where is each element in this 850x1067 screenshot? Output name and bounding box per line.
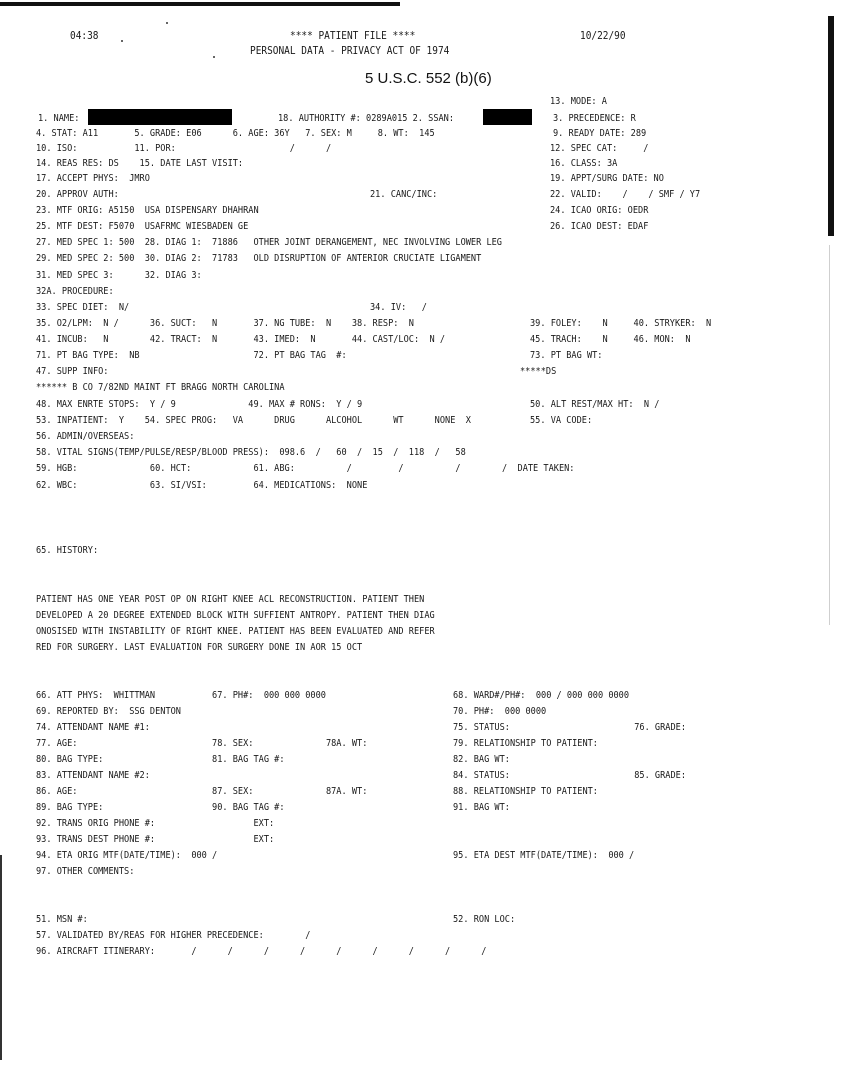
form-field-line: 4. STAT: A11 5. GRADE: E06 6. AGE: 36Y 7. SEX: M 8. WT: 145 bbox=[36, 128, 435, 139]
form-field-line: 82. BAG WT: bbox=[453, 754, 510, 765]
form-field-line: 14. REAS RES: DS 15. DATE LAST VISIT: bbox=[36, 158, 244, 169]
form-field-line: 88. RELATIONSHIP TO PATIENT: bbox=[453, 786, 598, 797]
form-field-line: 19. APPT/SURG DATE: NO bbox=[550, 173, 664, 184]
form-field-line: 95. ETA DEST MTF(DATE/TIME): 000 / bbox=[453, 850, 635, 861]
form-field-line: 89. BAG TYPE: 90. BAG TAG #: bbox=[36, 802, 285, 813]
form-field-line: 68. WARD#/PH#: 000 / 000 000 0000 bbox=[453, 690, 630, 701]
form-field-line: 94. ETA ORIG MTF(DATE/TIME): 000 / bbox=[36, 850, 218, 861]
scan-right-edge bbox=[828, 16, 834, 236]
form-field-line: 26. ICAO DEST: EDAF bbox=[550, 221, 649, 232]
form-field-line: 66. ATT PHYS: WHITTMAN 67. PH#: 000 000 0000 bbox=[36, 690, 326, 701]
form-field-line: 1. NAME: bbox=[38, 113, 80, 124]
foia-exemption-stamp: 5 U.S.C. 552 (b)(6) bbox=[365, 70, 492, 87]
form-field-line: 91. BAG WT: bbox=[453, 802, 510, 813]
form-field-line: 50. ALT REST/MAX HT: N / bbox=[530, 399, 660, 410]
header-time: 04:38 bbox=[70, 29, 99, 42]
form-field-line: ****** B CO 7/82ND MAINT FT BRAGG NORTH CAROLINA bbox=[36, 382, 285, 393]
form-field-line: 53. INPATIENT: Y 54. SPEC PROG: VA DRUG ALCOHOL WT NONE X bbox=[36, 415, 471, 426]
form-field-line: 65. HISTORY: bbox=[36, 545, 99, 556]
form-field-line: 56. ADMIN/OVERSEAS: bbox=[36, 431, 135, 442]
redaction-name bbox=[88, 109, 232, 125]
form-field-line: 17. ACCEPT PHYS: JMRO bbox=[36, 173, 150, 184]
form-field-line: 18. AUTHORITY #: 0289A015 2. SSAN: bbox=[278, 113, 455, 124]
form-field-line: 58. VITAL SIGNS(TEMP/PULSE/RESP/BLOOD PRESS): 098.6 / 60 / 15 / 118 / 58 bbox=[36, 447, 466, 458]
form-field-line: 33. SPEC DIET: N/ bbox=[36, 302, 130, 313]
form-field-line: 79. RELATIONSHIP TO PATIENT: bbox=[453, 738, 598, 749]
form-field-line: 25. MTF DEST: F5070 USAFRMC WIESBADEN GE bbox=[36, 221, 249, 232]
scan-speck bbox=[213, 56, 215, 58]
form-field-line: RED FOR SURGERY. LAST EVALUATION FOR SURGERY DONE IN AOR 15 OCT bbox=[36, 642, 363, 653]
scan-top-edge bbox=[0, 2, 400, 6]
form-field-line: 84. STATUS: 85. GRADE: bbox=[453, 770, 687, 781]
form-field-line: 16. CLASS: 3A bbox=[550, 158, 618, 169]
form-field-line: 22. VALID: / / SMF / Y7 bbox=[550, 189, 701, 200]
form-field-line: 93. TRANS DEST PHONE #: EXT: bbox=[36, 834, 275, 845]
scan-speck bbox=[166, 22, 168, 24]
form-field-line: 13. MODE: A bbox=[550, 96, 607, 107]
redaction-ssan bbox=[483, 109, 532, 125]
form-field-line: 86. AGE: 87. SEX: 87A. WT: bbox=[36, 786, 368, 797]
form-field-line: 27. MED SPEC 1: 500 28. DIAG 1: 71886 OTHER JOINT DERANGEMENT, NEC INVOLVING LOWER LEG bbox=[36, 237, 502, 248]
form-field-line: 97. OTHER COMMENTS: bbox=[36, 866, 135, 877]
scan-speck bbox=[121, 40, 123, 42]
form-field-line: 96. AIRCRAFT ITINERARY: / / / / / / / / / bbox=[36, 946, 487, 957]
form-field-line: 35. O2/LPM: N / 36. SUCT: N 37. NG TUBE: N 38. RESP: N bbox=[36, 318, 414, 329]
patient-file-title: **** PATIENT FILE **** bbox=[290, 29, 416, 42]
form-field-line: 21. CANC/INC: bbox=[370, 189, 438, 200]
privacy-act-notice: PERSONAL DATA - PRIVACY ACT OF 1974 bbox=[250, 44, 450, 57]
form-field-line: 34. IV: / bbox=[370, 302, 427, 313]
scan-left-edge bbox=[0, 855, 2, 1060]
form-field-line: 52. RON LOC: bbox=[453, 914, 516, 925]
form-field-line: 71. PT BAG TYPE: NB 72. PT BAG TAG #: bbox=[36, 350, 347, 361]
form-field-line: 77. AGE: 78. SEX: 78A. WT: bbox=[36, 738, 368, 749]
form-field-line: *****DS bbox=[520, 366, 557, 377]
form-field-line: 55. VA CODE: bbox=[530, 415, 593, 426]
form-field-line: 47. SUPP INFO: bbox=[36, 366, 109, 377]
form-field-line: 12. SPEC CAT: / bbox=[550, 143, 649, 154]
form-field-line: 32A. PROCEDURE: bbox=[36, 286, 114, 297]
header-date: 10/22/90 bbox=[580, 29, 626, 42]
form-field-line: 70. PH#: 000 0000 bbox=[453, 706, 547, 717]
form-field-line: 92. TRANS ORIG PHONE #: EXT: bbox=[36, 818, 275, 829]
form-field-line: PATIENT HAS ONE YEAR POST OP ON RIGHT KNEE ACL RECONSTRUCTION. PATIENT THEN bbox=[36, 594, 425, 605]
form-field-line: 80. BAG TYPE: 81. BAG TAG #: bbox=[36, 754, 285, 765]
form-field-line: 48. MAX ENRTE STOPS: Y / 9 49. MAX # RONS: Y / 9 bbox=[36, 399, 363, 410]
form-field-line: 20. APPROV AUTH: bbox=[36, 189, 119, 200]
form-field-line: 39. FOLEY: N 40. STRYKER: N bbox=[530, 318, 712, 329]
form-field-line: ONOSISED WITH INSTABILITY OF RIGHT KNEE. PATIENT HAS BEEN EVALUATED AND REFER bbox=[36, 626, 435, 637]
form-field-line: 3. PRECEDENCE: R bbox=[553, 113, 636, 124]
form-field-line: 62. WBC: 63. SI/VSI: 64. MEDICATIONS: NONE bbox=[36, 480, 368, 491]
form-field-line: 74. ATTENDANT NAME #1: bbox=[36, 722, 150, 733]
form-field-line: 83. ATTENDANT NAME #2: bbox=[36, 770, 150, 781]
form-field-line: 73. PT BAG WT: bbox=[530, 350, 603, 361]
form-field-line: 29. MED SPEC 2: 500 30. DIAG 2: 71783 OLD DISRUPTION OF ANTERIOR CRUCIATE LIGAMENT bbox=[36, 253, 482, 264]
form-field-line: 31. MED SPEC 3: 32. DIAG 3: bbox=[36, 270, 202, 281]
form-field-line: DEVELOPED A 20 DEGREE EXTENDED BLOCK WITH SUFFIENT ANTROPY. PATIENT THEN DIAG bbox=[36, 610, 435, 621]
form-field-line: 69. REPORTED BY: SSG DENTON bbox=[36, 706, 181, 717]
form-field-line: 23. MTF ORIG: A5150 USA DISPENSARY DHAHRAN bbox=[36, 205, 259, 216]
form-field-line: 41. INCUB: N 42. TRACT: N 43. IMED: N 44. CAST/LOC: N / bbox=[36, 334, 446, 345]
form-field-line: 59. HGB: 60. HCT: 61. ABG: / / / / DATE TAKEN: bbox=[36, 463, 575, 474]
form-field-line: 57. VALIDATED BY/REAS FOR HIGHER PRECEDENCE: / bbox=[36, 930, 311, 941]
form-field-line: 75. STATUS: 76. GRADE: bbox=[453, 722, 687, 733]
form-field-line: 10. ISO: 11. POR: / / bbox=[36, 143, 332, 154]
form-field-line: 24. ICAO ORIG: OEDR bbox=[550, 205, 649, 216]
form-field-line: 9. READY DATE: 289 bbox=[553, 128, 647, 139]
scan-right-margin-line bbox=[829, 245, 830, 625]
form-field-line: 45. TRACH: N 46. MON: N bbox=[530, 334, 691, 345]
form-field-line: 51. MSN #: bbox=[36, 914, 88, 925]
